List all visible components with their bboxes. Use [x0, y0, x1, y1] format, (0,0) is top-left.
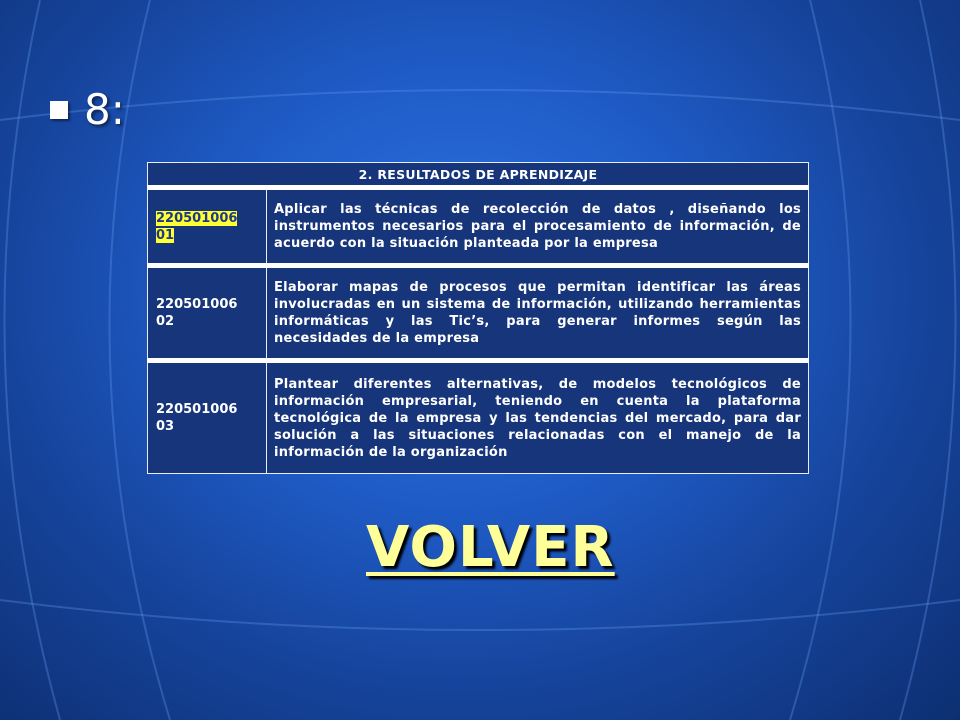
result-code-line2: 01: [156, 227, 175, 243]
result-code: [148, 361, 267, 474]
slide-title: 8:: [84, 85, 125, 134]
result-description: Aplicar las técnicas de recolección de datos , diseñando los instrumentos necesarios para el procesamiento de información, de acuerdo con la situación planteada por la empresa: [267, 188, 809, 266]
title-bullet-row: [50, 85, 125, 134]
learning-results-table: [147, 162, 809, 474]
result-code: [148, 188, 267, 266]
result-code-line2: 03: [156, 419, 175, 434]
result-code: [148, 266, 267, 361]
result-description: Plantear diferentes alternativas, de modelos tecnológicos de información empresarial, teniendo en cuenta la plataforma tecnológica de la empresa y las tendencias del mercado, para dar solución a las situaciones relacionadas con el manejo de la información de la organización: [267, 361, 809, 474]
result-code-line2: 02: [156, 314, 175, 329]
table-row: [148, 266, 809, 361]
table-header-row: [148, 163, 809, 188]
result-code-line1: 220501006: [156, 297, 238, 312]
table-row: [148, 361, 809, 474]
table-row: [148, 188, 809, 266]
result-description: Elaborar mapas de procesos que permitan identificar las áreas involucradas en un sistema de información, utilizando herramientas informáticas y las Tic’s, para generar informes según las necesidades de la empresa: [267, 266, 809, 361]
result-code-line1: 220501006: [156, 210, 238, 226]
square-bullet-icon: [50, 101, 68, 119]
volver-link[interactable]: VOLVER: [366, 515, 615, 580]
table-header: 2. RESULTADOS DE APRENDIZAJE: [148, 163, 809, 188]
result-code-line1: 220501006: [156, 402, 238, 417]
